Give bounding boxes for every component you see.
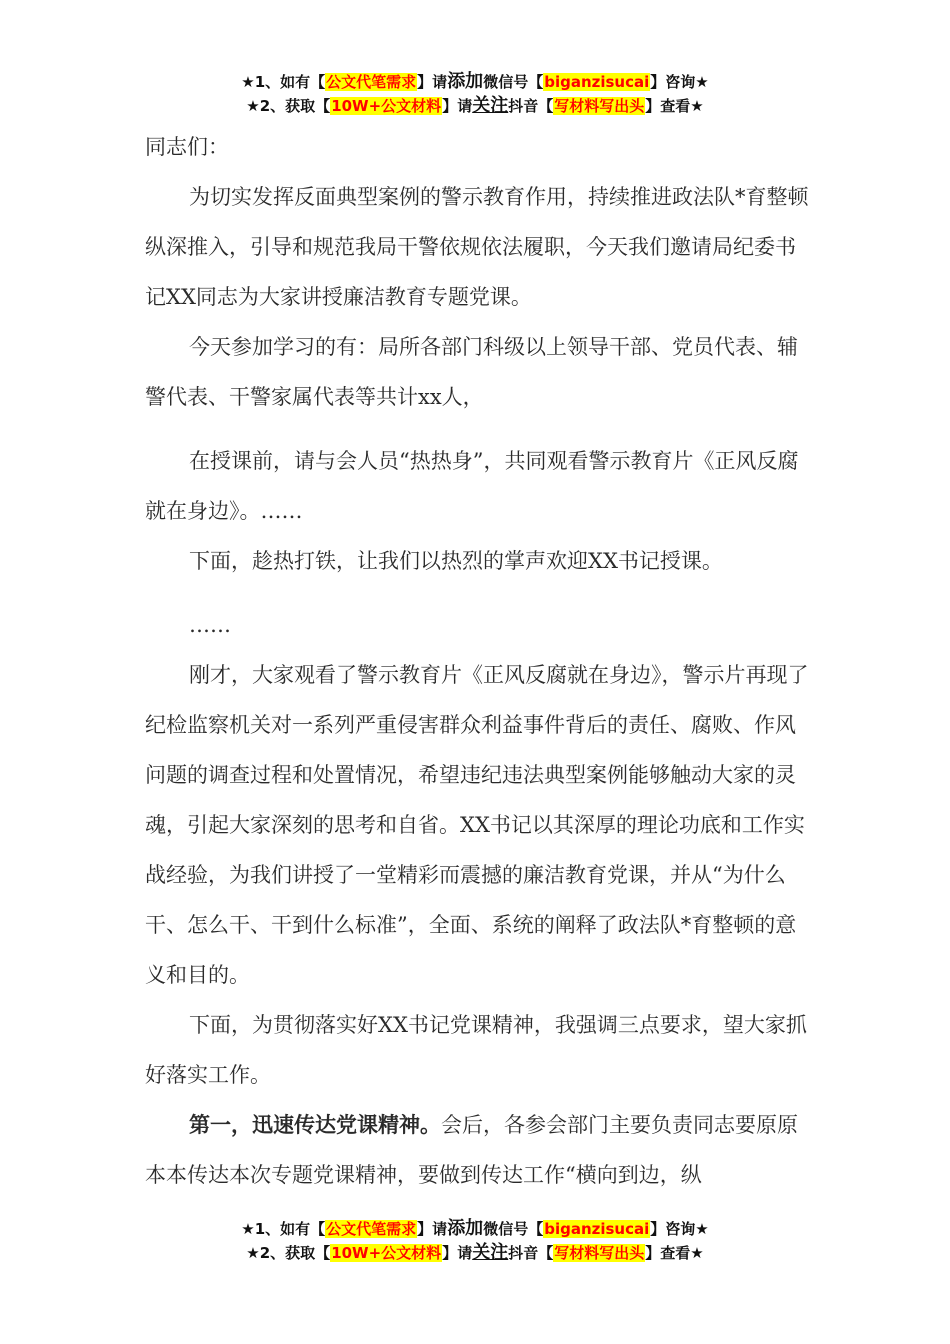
banner-line-1 [0, 1217, 950, 1241]
paragraph-7: 下面，为贯彻落实好XX书记党课精神，我强调三点要求，望大家抓好落实工作。 [145, 1013, 807, 1087]
highlight-text: 10W+公文材料 [331, 97, 442, 115]
salutation: 同志们： [145, 135, 229, 159]
emphasis-text: 添加 [447, 1218, 484, 1239]
star-icon: ★ [690, 97, 704, 115]
banner-text: 】咨询 [650, 73, 696, 91]
header-banner [0, 70, 950, 118]
banner-text: 】请 [442, 1244, 473, 1262]
douyin-name: 写材料写出头 [554, 97, 645, 115]
wechat-id: biganzisucai [544, 73, 650, 91]
banner-text: 抖音【 [508, 1244, 554, 1262]
star-icon: ★ [246, 97, 260, 115]
banner-text: 】查看 [645, 1244, 691, 1262]
star-icon: ★ [690, 1244, 704, 1262]
banner-text: 1、如有【 [254, 73, 326, 91]
star-icon: ★ [695, 73, 709, 91]
banner-text: 1、如有【 [254, 1220, 326, 1238]
document-body [145, 122, 810, 1200]
highlight-text: 公文代笔需求 [326, 1220, 417, 1238]
emphasis-text: 添加 [447, 71, 484, 92]
banner-text: 微信号【 [483, 73, 544, 91]
banner-text: 】咨询 [650, 1220, 696, 1238]
star-icon: ★ [695, 1220, 709, 1238]
paragraph-6: 刚才，大家观看了警示教育片《正风反腐就在身边》，警示片再现了纪检监察机关对一系列严重侵害群众利益事件背后的责任、腐败、作风问题的调查过程和处置情况，希望违纪违法典型案例能够触动大家的灵魂，引起大家深刻的思考和自省。XX书记以其深厚的理论功底和工作实战经验，为我们讲授了一堂精彩而震撼的廉洁教育党课，并从“为什么干、怎么干、干到什么标准”，全面、系统的阐释了政法队*育整顿的意义和目的。 [145, 663, 809, 987]
banner-text: 】请 [417, 73, 448, 91]
banner-line-2 [0, 94, 950, 118]
star-icon: ★ [246, 1244, 260, 1262]
star-icon: ★ [241, 1220, 255, 1238]
douyin-name: 写材料写出头 [554, 1244, 645, 1262]
banner-line-2 [0, 1241, 950, 1265]
banner-text: 抖音【 [508, 97, 554, 115]
banner-text: 2、获取【 [259, 1244, 331, 1262]
paragraph-3: 在授课前，请与会人员“热热身”，共同观看警示教育片《正风反腐就在身边》。…… [145, 449, 799, 523]
banner-text: 】请 [442, 97, 473, 115]
paragraph-8 [145, 1100, 810, 1200]
emphasis-text: 关注 [472, 95, 509, 116]
banner-text: 2、获取【 [259, 97, 331, 115]
emphasis-text: 关注 [472, 1242, 509, 1263]
paragraph-5: …… [189, 613, 231, 637]
footer-banner [0, 1217, 950, 1265]
banner-line-1 [0, 70, 950, 94]
banner-text: 】请 [417, 1220, 448, 1238]
star-icon: ★ [241, 73, 255, 91]
paragraph-4: 下面，趁热打铁，让我们以热烈的掌声欢迎XX书记授课。 [189, 549, 723, 573]
paragraph-8-text: 会后，各参会部门主要负责同志要原原本本传达本次专题党课精神，要做到传达工作“横向到边，纵 [145, 1113, 798, 1187]
banner-text: 】查看 [645, 97, 691, 115]
paragraph-8-lead: 第一，迅速传达党课精神。 [189, 1113, 441, 1137]
paragraph-2: 今天参加学习的有：局所各部门科级以上领导干部、党员代表、辅警代表、干警家属代表等共计xx人， [145, 335, 798, 409]
highlight-text: 公文代笔需求 [326, 73, 417, 91]
wechat-id: biganzisucai [544, 1220, 650, 1238]
highlight-text: 10W+公文材料 [331, 1244, 442, 1262]
paragraph-1: 为切实发挥反面典型案例的警示教育作用，持续推进政法队*育整顿纵深推入，引导和规范我局干警依规依法履职，今天我们邀请局纪委书记XX同志为大家讲授廉洁教育专题党课。 [145, 185, 809, 309]
banner-text: 微信号【 [483, 1220, 544, 1238]
